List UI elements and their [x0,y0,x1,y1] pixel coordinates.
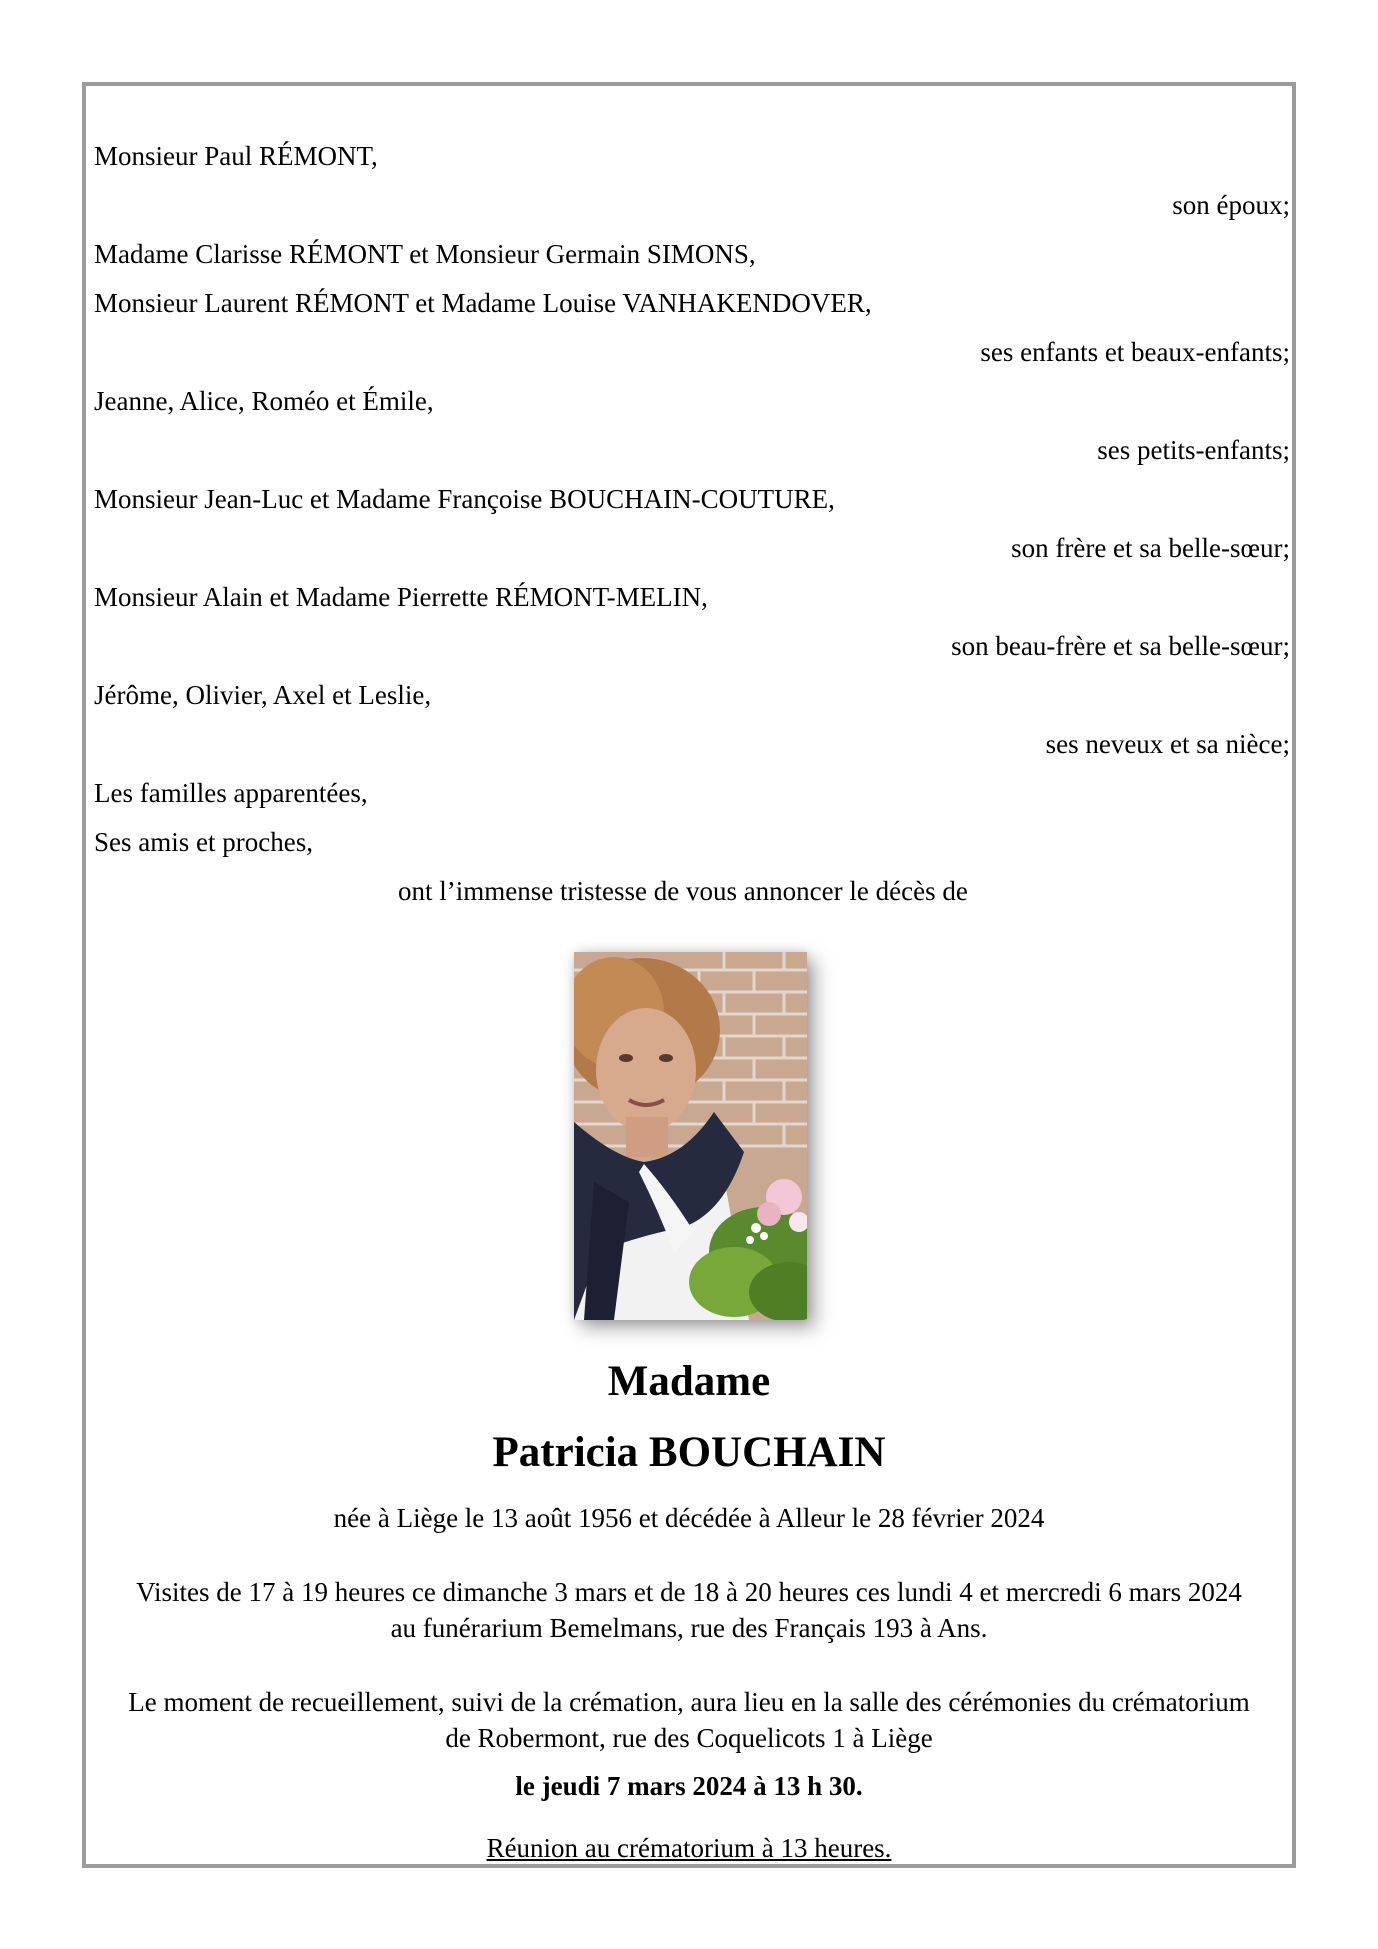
relation-nephews: ses neveux et sa nièce; [1045,729,1290,759]
family-line-spouse: Monsieur Paul RÉMONT, [94,141,378,171]
birth-death-dates: née à Liège le 13 août 1956 et décédée à Alleur le 28 février 2024 [333,1503,1045,1533]
family-line-friends: Ses amis et proches, [94,827,313,857]
family-line-relatives: Les familles apparentées, [94,778,368,808]
family-line-brother-in-law: Monsieur Alain et Madame Pierrette RÉMONT-MELIN, [94,582,708,612]
announcement-text: ont l’immense tristesse de vous annoncer le décès de [398,876,968,906]
deceased-honorific: Madame [607,1358,771,1405]
relation-grandchildren: ses petits-enfants; [1097,435,1290,465]
relation-brother-in-law: son beau-frère et sa belle-sœur; [951,631,1290,661]
portrait-photo [574,952,807,1320]
visits-line-1: Visites de 17 à 19 heures ce dimanche 3 mars et de 18 à 20 heures ces lundi 4 et mercredi 6 mars 2024 [136,1577,1242,1607]
ceremony-date: le jeudi 7 mars 2024 à 13 h 30. [515,1771,863,1801]
family-line-grandchildren: Jeanne, Alice, Roméo et Émile, [94,386,434,416]
family-line-nephews: Jérôme, Olivier, Axel et Leslie, [94,680,432,710]
relation-brother: son frère et sa belle-sœur; [1011,533,1290,563]
family-line-brother: Monsieur Jean-Luc et Madame Françoise BOUCHAIN-COUTURE, [94,484,835,514]
family-line-child-2: Monsieur Laurent RÉMONT et Madame Louise VANHAKENDOVER, [94,288,872,318]
relation-children: ses enfants et beaux-enfants; [980,337,1290,367]
ceremony-line-1: Le moment de recueillement, suivi de la crémation, aura lieu en la salle des cérémonies du crématorium [128,1687,1250,1717]
meeting-note-text: Réunion au crématorium à 13 heures. [486,1833,892,1863]
ceremony-line-2: de Robermont, rue des Coquelicots 1 à Liège [445,1723,933,1753]
relation-spouse: son époux; [1172,190,1290,220]
family-line-child-1: Madame Clarisse RÉMONT et Monsieur Germain SIMONS, [94,239,756,269]
meeting-note [82,1832,1296,1864]
visits-line-2: au funérarium Bemelmans, rue des Français 193 à Ans. [390,1613,988,1643]
deceased-name: Patricia BOUCHAIN [492,1429,886,1476]
